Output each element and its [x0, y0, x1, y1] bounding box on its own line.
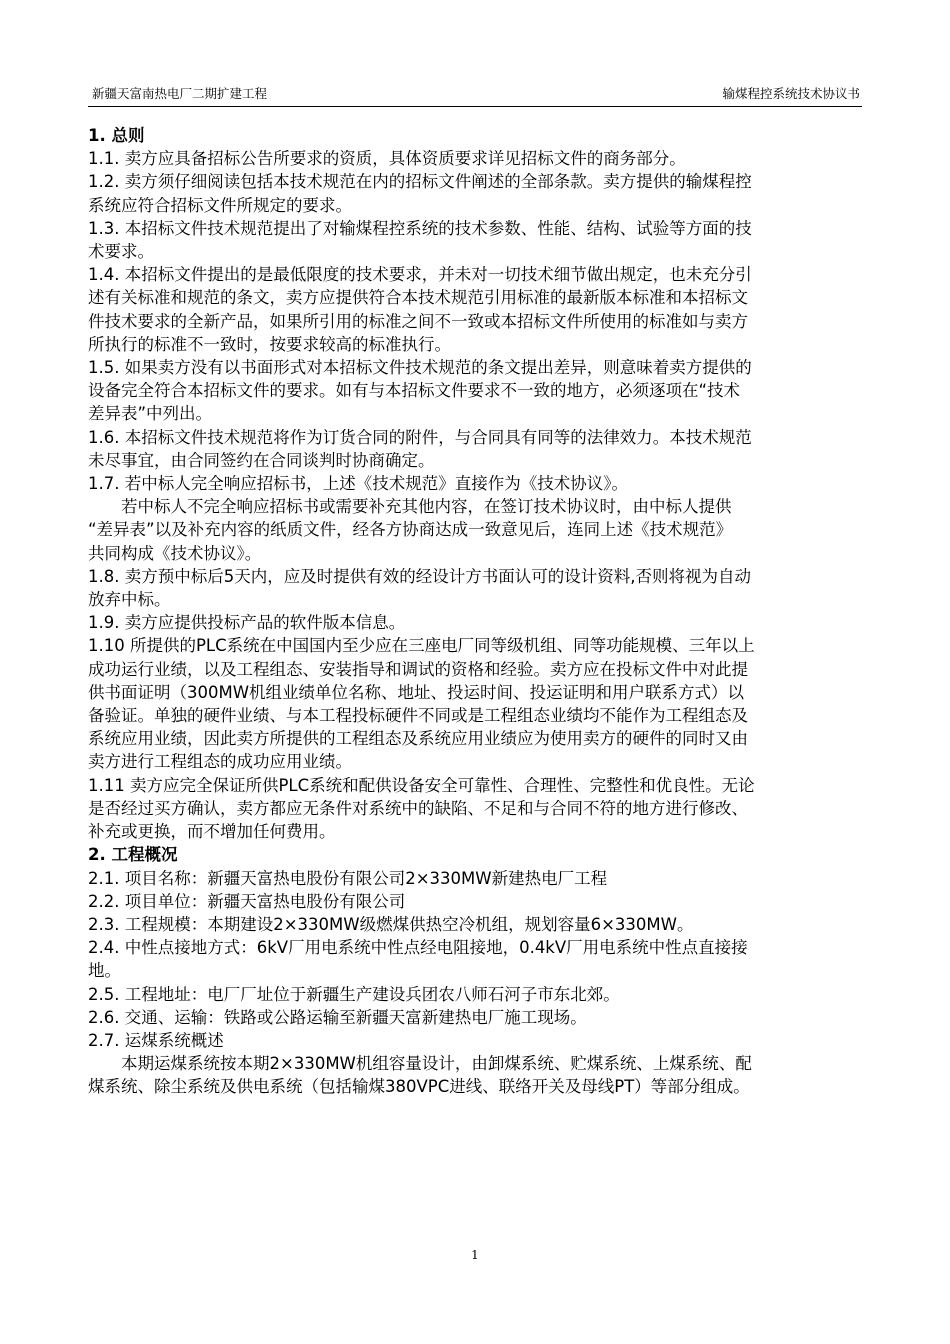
- body-text-line: 2.6. 交通、运输：铁路或公路运输至新疆天富新建热电厂施工现场。: [88, 1007, 587, 1027]
- body-text-line: 共同构成《技术协议》。: [88, 543, 262, 563]
- body-text-line: 2.7. 运煤系统概述: [88, 1030, 224, 1050]
- body-text-line: 成功运行业绩，以及工程组态、安装指导和调试的资格和经验。卖方应在投标文件中对此提: [88, 659, 748, 679]
- body-text-line: 未尽事宜，由合同签约在合同谈判时协商确定。: [88, 450, 435, 470]
- body-text-line: 1.2. 卖方须仔细阅读包括本技术规范在内的招标文件阐述的全部条款。卖方提供的输煤程控: [88, 172, 752, 192]
- body-text-line: 所执行的标准不一致时，按要求较高的标准执行。: [88, 334, 451, 354]
- body-text-line: 术要求。: [88, 242, 154, 262]
- body-text-line: 2.2. 项目单位：新疆天富热电股份有限公司: [88, 891, 406, 911]
- body-text-line: 差异表”中列出。: [88, 404, 213, 424]
- header-left-title: 新疆天富南热电厂二期扩建工程: [92, 86, 268, 101]
- body-text-line: 煤系统、除尘系统及供电系统（包括输煤380VPC进线、联络开关及母线PT）等部分组成。: [88, 1077, 750, 1097]
- body-text-line: “差异表”以及补充内容的纸质文件，经各方协商达成一致意见后，连同上述《技术规范》: [88, 520, 733, 540]
- body-text-line: 件技术要求的全新产品，如果所引用的标准之间不一致或本招标文件所使用的标准如与卖方: [88, 311, 748, 331]
- body-text-line: 是否经过买方确认，卖方都应无条件对系统中的缺陷、不足和与合同不符的地方进行修改、: [88, 798, 748, 818]
- body-text-line: 1.8. 卖方预中标后5天内，应及时提供有效的经设计方书面认可的设计资料,否则将视为自动: [88, 566, 751, 586]
- header-right-title: 输煤程控系统技术协议书: [722, 86, 860, 101]
- document-body: [88, 124, 864, 1099]
- body-text-line: 1.5. 如果卖方没有以书面形式对本招标文件技术规范的条文提出差异，则意味着卖方提供的: [88, 358, 752, 378]
- body-text-line: 1.7. 若中标人完全响应招标书，上述《技术规范》直接作为《技术协议》。: [88, 474, 628, 494]
- body-text-line: 1.6. 本招标文件技术规范将作为订货合同的附件，与合同具有同等的法律效力。本技术规范: [88, 427, 752, 447]
- body-text-line: 1.3. 本招标文件技术规范提出了对输煤程控系统的技术参数、性能、结构、试验等方面的技: [88, 218, 752, 238]
- page-number: 1: [471, 1248, 479, 1262]
- body-text-line: 1.9. 卖方应提供投标产品的软件版本信息。: [88, 613, 406, 633]
- body-text-line: 设备完全符合本招标文件的要求。如有与本招标文件要求不一致的地方，必须逐项在“技术: [88, 381, 741, 401]
- body-text-line: 卖方进行工程组态的成功应用业绩。: [88, 752, 352, 772]
- body-text-line: 备验证。单独的硬件业绩、与本工程投标硬件不同或是工程组态业绩均不能作为工程组态及: [88, 706, 748, 726]
- body-text-line: 述有关标准和规范的条文，卖方应提供符合本技术规范引用标准的最新版本标准和本招标文: [88, 288, 748, 308]
- body-text-line: 地。: [88, 961, 121, 981]
- body-text-line: 2.4. 中性点接地方式：6kV厂用电系统中性点经电阻接地，0.4kV厂用电系统中性点直接接: [88, 938, 748, 958]
- body-text-line: 供书面证明（300MW机组业绩单位名称、地址、投运时间、投运证明和用户联系方式）以: [88, 682, 745, 702]
- body-text-line: 补充或更换，而不增加任何费用。: [88, 822, 336, 842]
- body-text-line: 系统应符合招标文件所规定的要求。: [88, 195, 352, 215]
- body-text-line: 1.4. 本招标文件提出的是最低限度的技术要求，并未对一切技术细节做出规定，也未充分引: [88, 265, 752, 285]
- body-text-line: 若中标人不完全响应招标书或需要补充其他内容，在签订技术协议时，由中标人提供: [121, 497, 732, 517]
- body-text-line: 放弃中标。: [88, 590, 171, 610]
- body-text-line: 1.11 卖方应完全保证所供PLC系统和配供设备安全可靠性、合理性、完整性和优良性。无论: [88, 775, 755, 795]
- body-text-line: 2.1. 项目名称：新疆天富热电股份有限公司2×330MW新建热电厂工程: [88, 868, 608, 888]
- section-heading: 2. 工程概况: [88, 845, 178, 865]
- body-text-line: 本期运煤系统按本期2×330MW机组容量设计，由卸煤系统、贮煤系统、上煤系统、配: [121, 1054, 752, 1074]
- section-heading: 1. 总则: [88, 126, 145, 145]
- body-text-line: 1.10 所提供的PLC系统在中国国内至少应在三座电厂同等级机组、同等功能规模、三年以上: [88, 636, 755, 656]
- body-text-line: 2.5. 工程地址：电厂厂址位于新疆生产建设兵团农八师石河子市东北郊。: [88, 984, 620, 1004]
- body-text-line: 1.1. 卖方应具备招标公告所要求的资质，具体资质要求详见招标文件的商务部分。: [88, 149, 686, 169]
- body-text-line: 系统应用业绩，因此卖方所提供的工程组态及系统应用业绩应为使用卖方的硬件的同时又由: [88, 729, 748, 749]
- page-header: [88, 84, 862, 107]
- body-text-line: 2.3. 工程规模：本期建设2×330MW级燃煤供热空冷机组，规划容量6×330MW。: [88, 914, 694, 934]
